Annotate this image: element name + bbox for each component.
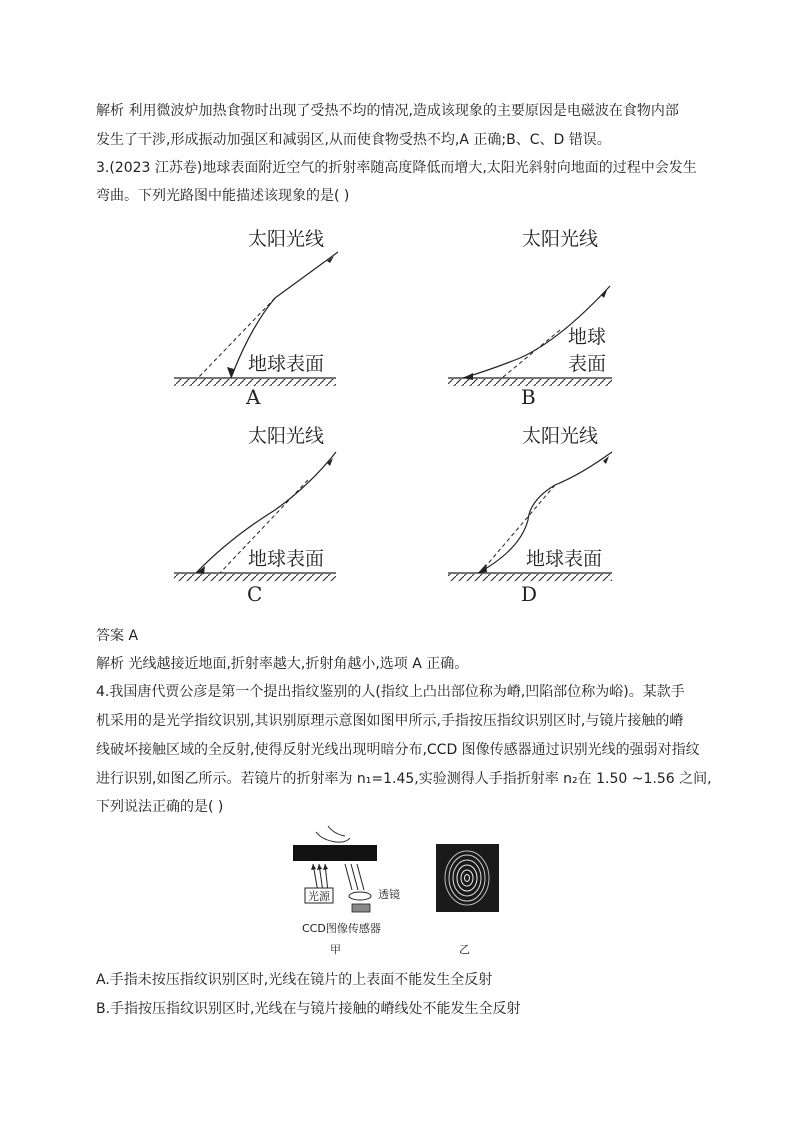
ground-label-b-line2: 表面 [568,353,607,375]
figure-jia [293,826,400,956]
sun-label-d: 太阳光线 [522,425,599,447]
sun-label-a: 太阳光线 [248,228,325,250]
ground-label-b-line1: 地球 [568,326,607,348]
ccd-sensor [352,904,370,912]
question-4-line-2: 机采用的是光学指纹识别,其识别原理示意图如图甲所示,手指按压指纹识别区时,与镜片接触的嵴 [96,713,684,729]
light-source-label: 光源 [308,890,330,903]
answer-line: 答案 A [96,628,139,644]
caption-jia: 甲 [330,943,341,956]
sun-label-c: 太阳光线 [248,425,325,447]
ground-label-d: 地球表面 [526,548,603,570]
lens-label: 透镜 [378,888,400,901]
question-4-line-4: 进行识别,如图乙所示。若镜片的折射率为 n₁=1.45,实验测得人手指折射率 n₂在 1.50 ~1.56 之间, [96,771,712,787]
diagram-d [448,425,612,606]
diagram-b [448,228,612,409]
diagram-c [174,425,336,606]
question-3-line-2: 弯曲。下列光路图中能描述该现象的是( ) [96,188,350,204]
option-label-b: B [521,385,536,409]
option-b-line: B.手指按压指纹识别区时,光线在与镜片接触的嵴线处不能发生全反射 [96,1001,521,1017]
caption-yi: 乙 [459,943,470,956]
question-3-line-1: 3.(2023 江苏卷)地球表面附近空气的折射率随高度降低而增大,太阳光斜射向地面的过程中会发生 [96,160,697,176]
lens-plate [293,845,377,861]
option-label-c: C [247,582,263,606]
ground-label-c: 地球表面 [248,548,325,570]
analysis-q3-line: 解析 光线越接近地面,折射率越大,折射角越小,选项 A 正确。 [96,656,469,672]
sun-label-b: 太阳光线 [522,228,599,250]
ccd-sensor-label: CCD图像传感器 [302,922,381,935]
diagram-a [174,228,338,409]
analysis-line-1: 解析 利用微波炉加热食物时出现了受热不均的情况,造成该现象的主要原因是电磁波在食物内部 [96,103,679,119]
question-4-line-1: 4.我国唐代贾公彦是第一个提出指纹鉴别的人(指纹上凸出部位称为嵴,凹陷部位称为峪)。某款手 [96,684,685,700]
ground-label-a: 地球表面 [248,353,325,375]
light-path-diagrams [0,200,794,620]
figure-yi [436,844,499,956]
lens-shape [349,892,371,900]
option-label-a: A [246,385,261,409]
option-label-d: D [521,582,538,606]
option-a-line: A.手指未按压指纹识别区时,光线在镜片的上表面不能发生全反射 [96,972,493,988]
fingerprint-figure [0,822,794,962]
question-4-line-3: 线破坏接触区域的全反射,使得反射光线出现明暗分布,CCD 图像传感器通过识别光线的强弱对指纹 [96,742,700,758]
question-4-line-5: 下列说法正确的是( ) [96,799,224,815]
analysis-line-2: 发生了干涉,形成振动加强区和减弱区,从而使食物受热不均,A 正确;B、C、D 错误。 [96,132,611,148]
